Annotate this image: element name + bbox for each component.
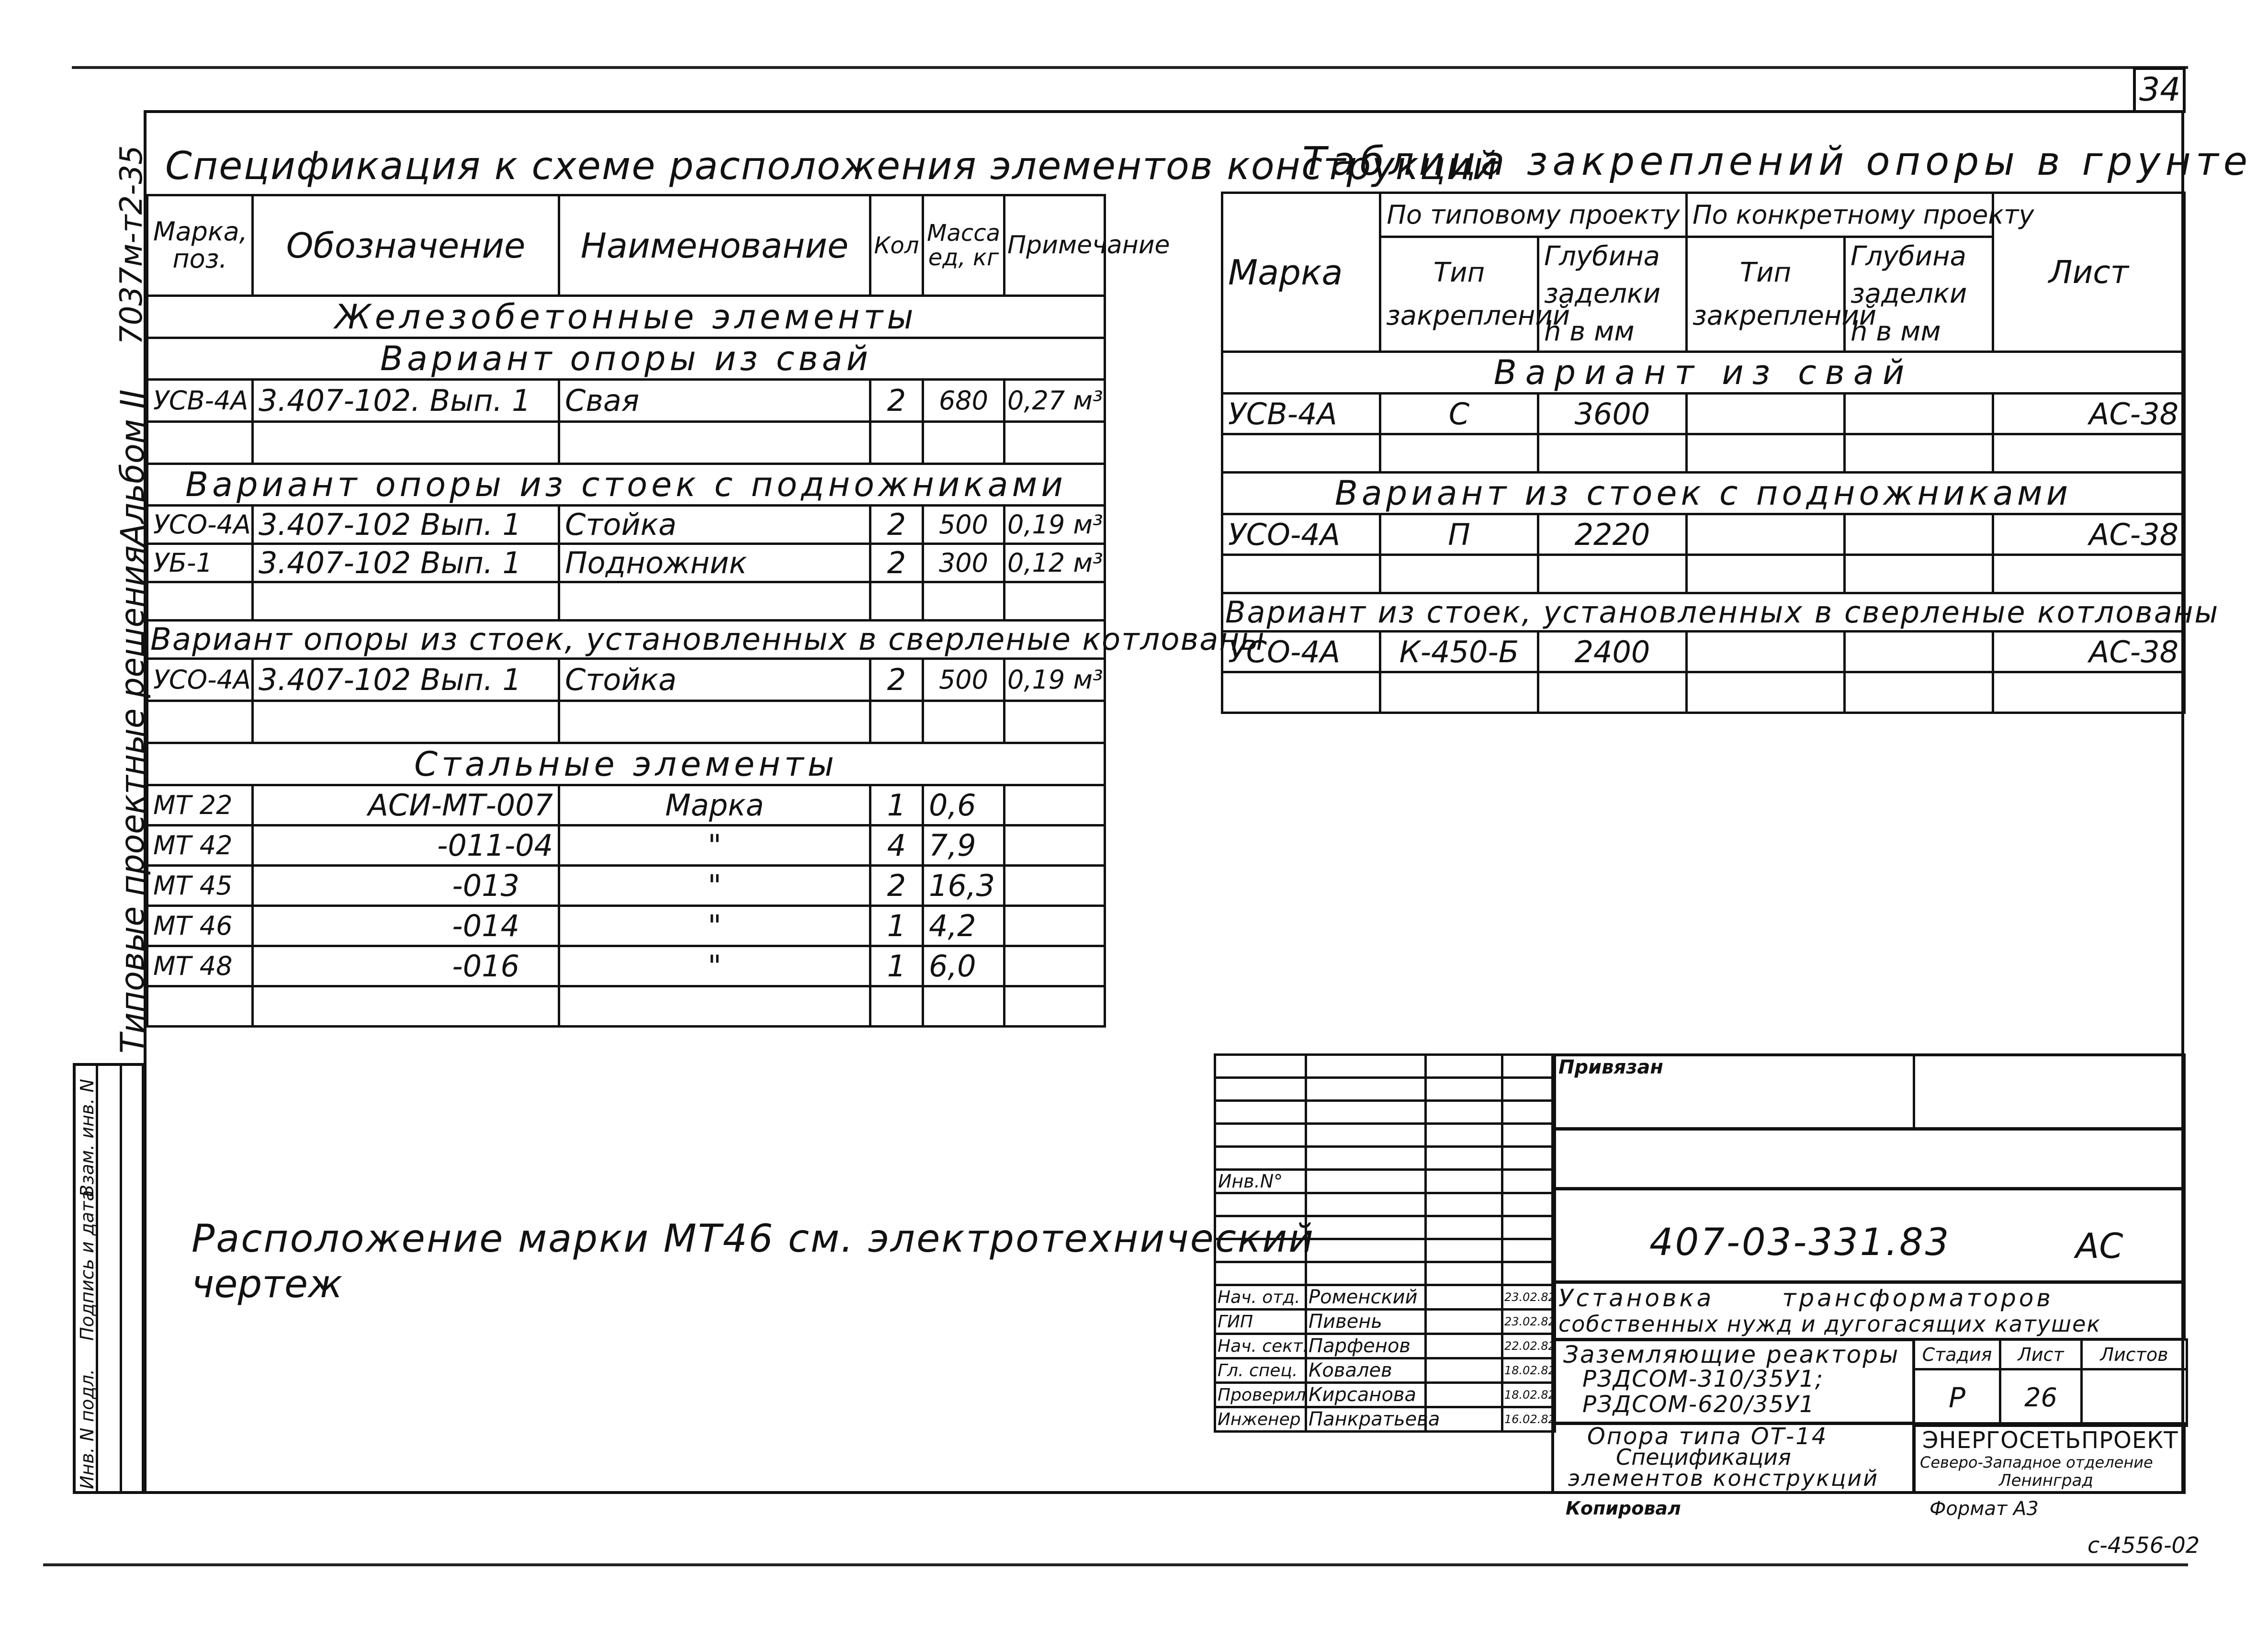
table-row: УСО-4А П 2220 АС-38 [1222,514,2185,555]
spec-h-designation: Обозначение [253,195,559,296]
anchor-h-specific: По конкретному проекту [1687,193,1993,237]
project-line-2: собственных нужд и дугогасящих катушек [1558,1311,2101,1337]
signer-row: ГИП Пивень 23.02.82 [1215,1310,1555,1334]
stamp-signature-date: Подпись и дата [77,1190,98,1341]
table-row: УСВ-4А 3.407-102. Вып. 1 Свая 2 680 0,27 м³ [147,380,1105,422]
copied-label: Копировал [1566,1498,1681,1519]
anchor-h-depth-2: Глубина заделки h в мм [1845,237,1993,352]
signer-row: Нач. отд. Роменский 23.02.82 [1215,1285,1555,1310]
privyazan-label: Привязан [1558,1056,1664,1078]
object-line-1: Заземляющие реакторы [1563,1341,1900,1369]
doc-code: 407-03-331.83 [1649,1221,1951,1264]
anchor-table [1221,192,2220,714]
sheet-number: 34 [2139,71,2181,109]
title-block [1214,1053,2186,1494]
project-line-1: Установка трансформаторов [1558,1284,2054,1312]
anchor-h-typical: По типовому проекту [1380,193,1687,237]
stage-value: Р [1914,1369,2000,1426]
signature [1426,1383,1502,1407]
inv-no-label: Инв.N° [1215,1170,1306,1193]
signature [1426,1310,1502,1334]
signer-row: Проверил Кирсанова 18.02.82 [1215,1383,1555,1407]
title-block-left-grid [1214,1053,1556,1433]
stage-grid: Стадия Лист Листов Р 26 [1913,1338,2188,1427]
table-row: УСО-4А 3.407-102 Вып. 1 Стойка 2 500 0,19 м³ [147,506,1105,544]
spec-sec-v1: Вариант опоры из свай [147,338,1105,380]
table-row: МТ 42 -011-04 " 4 7,9 [147,826,1105,866]
bottom-rule [43,1563,2188,1566]
signer-row: Гл. спец. Ковалев 18.02.82 [1215,1358,1555,1383]
drawing-line-3: элементов конструкций [1568,1465,1879,1491]
table-row: МТ 22 АСИ-МТ-007 Марка 1 0,6 [147,785,1105,826]
sheet-value: 26 [2000,1369,2082,1426]
org-city: Ленинград [1999,1471,2093,1490]
spec-h-mass: Масса ед, кг [923,195,1004,296]
object-line-3: РЗДСОМ-620/35У1 [1582,1391,1815,1418]
drawing-line-2: Спецификация [1616,1444,1791,1470]
anchor-title: Таблица закреплений опоры в грунте [1302,139,2253,184]
signer-row: Нач. сект. Парфенов 22.02.82 [1215,1334,1555,1358]
anchor-h-depth-1: Глубина заделки h в мм [1538,237,1687,352]
signer-row: Инженер Панкратьева 16.02.82 [1215,1407,1555,1432]
top-rule [72,66,2188,69]
table-row: УСО-4А 3.407-102 Вып. 1 Стойка 2 500 0,19 м³ [147,659,1105,701]
spec-h-note: Примечание [1004,195,1105,296]
spec-title: Спецификация к схеме расположения элементов конструкций [165,144,1499,188]
org-name: ЭНЕРГОСЕТЬПРОЕКТ [1922,1427,2178,1454]
anchor-h-type-1: Тип закреплений [1380,237,1538,352]
signature [1426,1334,1502,1358]
stamp-inv-podl: Инв. N подл. [77,1369,98,1489]
anchor-h-sheet: Лист [1993,193,2185,352]
series-label: Типовые проектные решения [114,545,152,1053]
signature [1426,1358,1502,1383]
drawing-line-1: Опора типа ОТ-14 [1587,1423,1828,1450]
spec-h-qty: Кол [870,195,923,296]
table-row: МТ 48 -016 " 1 6,0 [147,946,1105,986]
spec-table [146,194,1265,1028]
table-row: УСВ-4А С 3600 АС-38 [1222,394,2185,434]
anchor-sec-v3: Вариант из стоек, установленных в сверленые котлованы [1222,593,2185,632]
anchor-h-mark: Марка [1222,193,1380,352]
stamp-vzam-inv: Взам. инв. N [77,1079,98,1197]
org-branch: Северо-Западное отделение [1920,1453,2153,1471]
anchor-sec-v2: Вариант из стоек с подножниками [1222,473,2185,514]
format-label: Формат А3 [1929,1498,2039,1520]
anchor-sec-v1: Вариант из свай [1222,352,2185,394]
doc-type: АС [2076,1226,2123,1266]
note-line-1: Расположение марки МТ46 см. электротехнический [192,1216,1315,1261]
note-line-2: чертеж [192,1262,343,1306]
corner-code: с-4556-02 [2087,1532,2200,1558]
object-line-2: РЗДСОМ-310/35У1; [1582,1366,1824,1392]
spec-sec-rc: Железобетонные элементы [147,296,1105,338]
anchor-h-type-2: Тип закреплений [1687,237,1845,352]
spec-sec-steel: Стальные элементы [147,743,1105,785]
album-label: Альбом II [114,389,152,546]
spec-sec-v2: Вариант опоры из стоек с подножниками [147,464,1105,506]
signature [1426,1285,1502,1310]
spec-h-name: Наименование [559,195,870,296]
spec-h-mark: Марка, поз. [147,195,253,296]
table-row: УБ-1 3.407-102 Вып. 1 Подножник 2 300 0,12 м³ [147,544,1105,582]
album-code: 7037м-т2-35 [114,145,149,345]
spec-sec-v3: Вариант опоры из стоек, установленных в сверленые котлованы [147,621,1105,659]
table-row: УСО-4А К-450-Б 2400 АС-38 [1222,632,2185,672]
table-row: МТ 46 -014 " 1 4,2 [147,906,1105,946]
table-row: МТ 45 -013 " 2 16,3 [147,866,1105,906]
